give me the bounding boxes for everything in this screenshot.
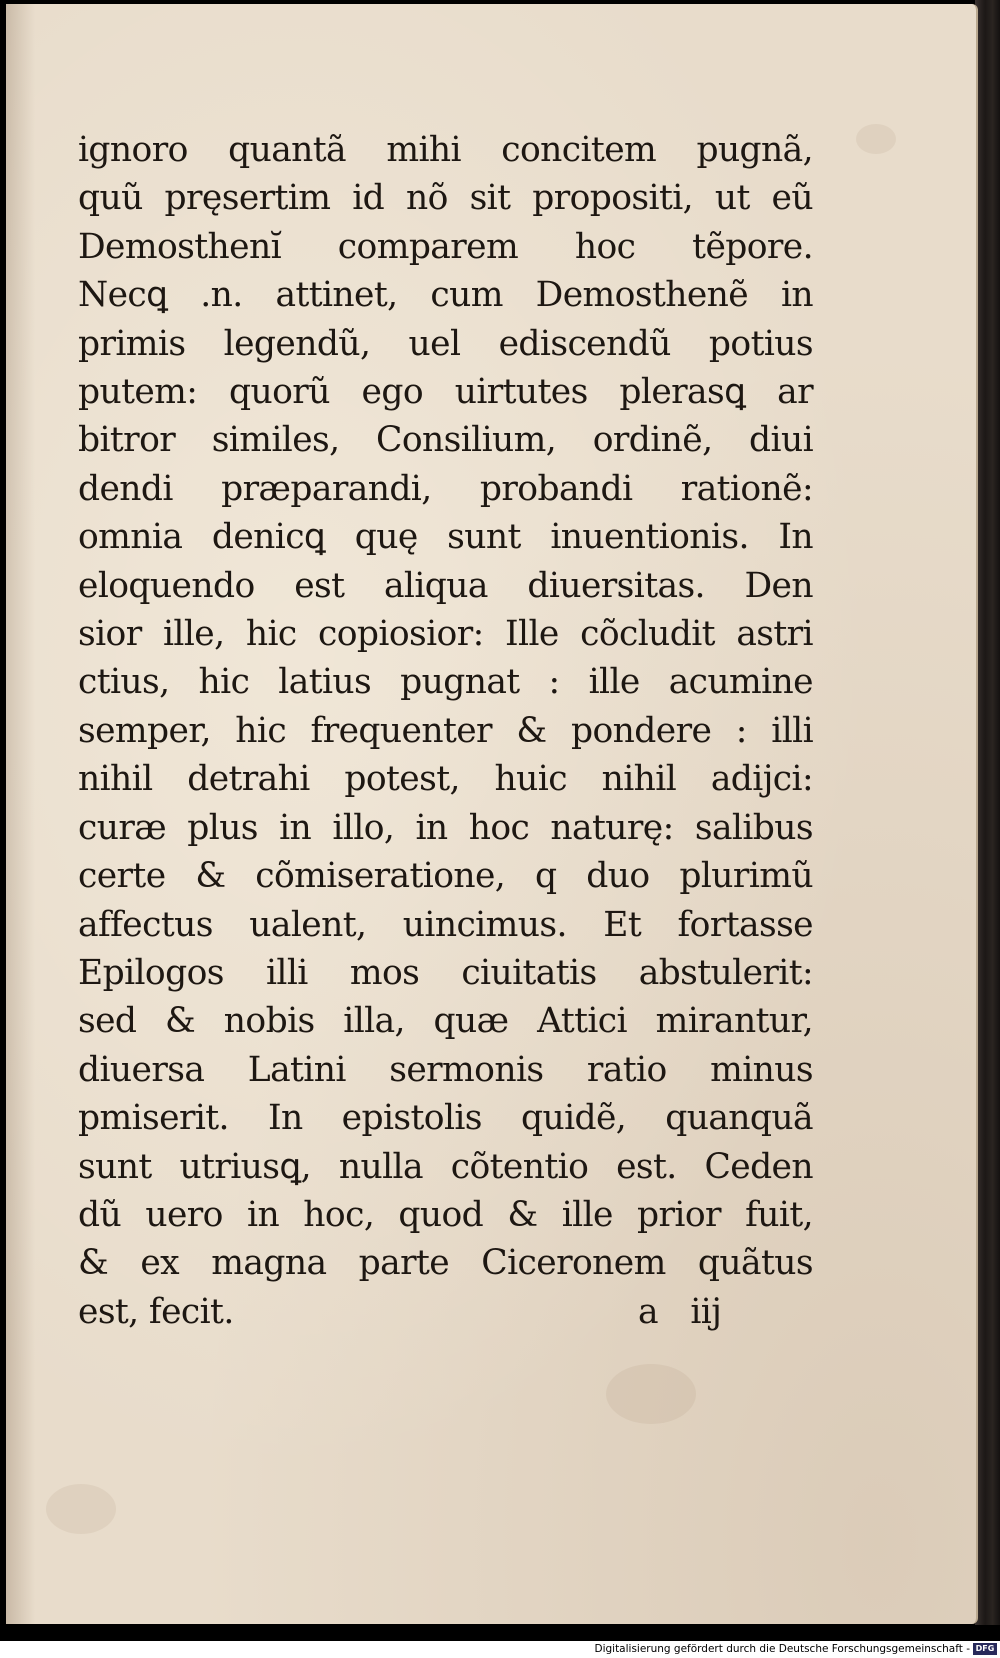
latin-text-block xyxy=(78,126,813,1336)
text-line: ignoro quantã mihi concitem pugnã, xyxy=(78,130,813,170)
paper-stain xyxy=(46,1484,116,1534)
signature-mark: a iij xyxy=(638,1291,722,1332)
text-line: sunt utriusꝗ, nulla cõtentio est. Ceden xyxy=(78,1146,813,1187)
text-line: dũ uero in hoc, quod & ille prior fuit, xyxy=(78,1194,813,1235)
text-line: quũ pręsertim id nõ sit propositi, ut eũ xyxy=(78,178,813,219)
text-line-final xyxy=(78,1288,813,1336)
text-line: diuersa Latini sermonis ratio minus xyxy=(78,1049,813,1090)
text-line: curæ plus in illo, in hoc naturę: salibus xyxy=(78,807,813,848)
text-line: Necꝗ .n. attinet, cum Demosthenẽ in xyxy=(78,275,813,316)
text-line: certe & cõmiseratione, q duo plurimũ xyxy=(78,856,813,897)
digitization-footer xyxy=(0,1641,1000,1658)
paper-stain xyxy=(856,124,896,154)
text-line-final-content: est, fecit. xyxy=(78,1291,234,1332)
text-line: primis legendũ, uel ediscendũ potius xyxy=(78,323,813,364)
text-line: sior ille, hic copiosior: Ille cõcludit astri xyxy=(78,614,813,655)
book-edge xyxy=(975,0,1000,1625)
text-line: dendi præparandi, probandi rationẽ: xyxy=(78,468,813,509)
text-line: eloquendo est aliqua diuersitas. Den xyxy=(78,565,813,606)
text-line: putem: quorũ ego uirtutes plerasꝗ ar xyxy=(78,372,813,413)
text-line: affectus ualent, uincimus. Et fortasse xyxy=(78,904,813,945)
text-line: nihil detrahi potest, huic nihil adijci: xyxy=(78,759,813,800)
text-line: bitror similes, Consilium, ordinẽ, diui xyxy=(78,420,813,461)
text-line: & ex magna parte Ciceronem quãtus xyxy=(78,1243,813,1284)
funding-credit: Digitalisierung gefördert durch die Deutsche Forschungsgemeinschaft - xyxy=(594,1643,970,1655)
paper-stain xyxy=(606,1364,696,1424)
text-line: omnia denicꝗ quę sunt inuentionis. In xyxy=(78,517,813,558)
text-line: ctius, hic latius pugnat : ille acumine xyxy=(78,662,813,703)
text-line: sed & nobis illa, quæ Attici mirantur, xyxy=(78,1001,813,1042)
text-line: Demosthenĭ comparem hoc tẽpore. xyxy=(78,226,813,267)
text-line: semper, hic frequenter & pondere : illi xyxy=(78,710,813,751)
dfg-logo: DFG xyxy=(973,1643,997,1655)
text-line: Epilogos illi mos ciuitatis abstulerit: xyxy=(78,952,813,993)
text-line: pmiserit. In epistolis quidẽ, quanquã xyxy=(78,1098,813,1139)
